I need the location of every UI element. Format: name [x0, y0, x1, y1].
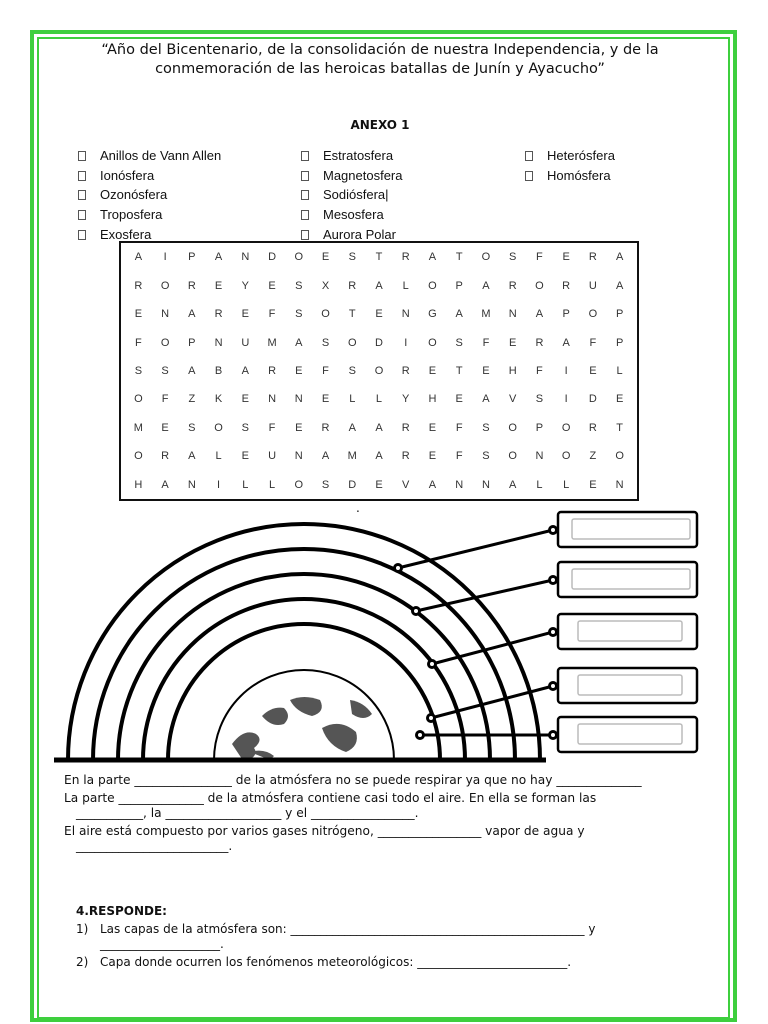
word-search-letter[interactable]: A — [321, 450, 330, 463]
word-search-letter[interactable]: T — [455, 251, 463, 264]
word-search-letter[interactable]: F — [589, 336, 597, 349]
question-1-continuation[interactable]: ____________________. — [100, 937, 224, 951]
word-search-letter[interactable]: V — [509, 393, 517, 406]
word-search-letter[interactable]: A — [295, 336, 303, 349]
word-search-letter[interactable]: E — [161, 421, 169, 434]
word-search-letter[interactable]: A — [509, 478, 517, 491]
word-search-letter[interactable]: O — [508, 450, 517, 463]
word-search-letter[interactable]: F — [135, 336, 142, 349]
connector-dot — [417, 732, 424, 739]
word-search-letter[interactable]: S — [188, 421, 196, 434]
word-search-letter[interactable]: M — [267, 336, 277, 349]
word-search-letter[interactable]: U — [241, 336, 250, 349]
word-search-letter[interactable]: R — [588, 421, 597, 434]
word-search-letter[interactable]: A — [455, 308, 463, 321]
word-search-letter[interactable]: U — [588, 279, 597, 292]
title-line-1: “Año del Bicentenario, de la consolidación de nuestra Independencia, y de la — [101, 42, 659, 58]
word-label: Estratosfera — [323, 148, 394, 163]
word-search-letter[interactable]: O — [508, 421, 517, 434]
word-search-letter[interactable]: E — [241, 450, 249, 463]
word-search-letter[interactable]: D — [348, 478, 357, 491]
word-search-letter[interactable]: L — [563, 478, 570, 491]
question-text: Las capas de la atmósfera son: _________________________________________________ y — [100, 922, 596, 936]
fill-in-line-3[interactable]: ___________, la ___________________ y el _________________. — [76, 806, 419, 820]
word-search-letter[interactable]: O — [347, 336, 357, 349]
word-search-letter[interactable]: E — [295, 421, 303, 434]
answer-box-5[interactable] — [558, 717, 697, 752]
word-search-letter[interactable]: F — [455, 450, 463, 463]
word-label: Aurora Polar — [323, 226, 396, 242]
word-search-letter[interactable]: A — [482, 393, 490, 406]
word-search-letter[interactable]: E — [509, 336, 517, 349]
connector-dot — [429, 661, 436, 668]
fill-in-line-1[interactable]: En la parte ________________ de la atmósfera no se puede respirar ya que no hay ______________ — [64, 773, 642, 787]
word-search-letter[interactable]: I — [564, 393, 568, 406]
word-search-letter[interactable]: I — [564, 364, 568, 377]
connector-1 — [398, 530, 553, 568]
word-search-letter[interactable]: F — [268, 308, 276, 321]
word-search-letter[interactable]: M — [133, 421, 143, 434]
word-search-letter[interactable]: R — [401, 450, 410, 463]
word-search-letter[interactable]: Y — [241, 279, 249, 292]
word-search-letter[interactable]: Z — [589, 450, 597, 463]
word-search-letter[interactable]: L — [375, 393, 383, 406]
word-search-letter[interactable]: P — [562, 308, 570, 321]
word-search-letter[interactable]: R — [562, 279, 571, 292]
word-search-letter[interactable]: S — [535, 393, 544, 406]
connector-dot — [413, 608, 420, 615]
word-search-letter[interactable]: R — [401, 421, 410, 434]
word-search-letter[interactable]: S — [295, 279, 303, 292]
word-search-letter[interactable]: E — [241, 308, 249, 321]
answer-boxes — [558, 512, 697, 752]
word-search-letter[interactable]: E — [375, 478, 383, 491]
fill-in-line-2[interactable]: La parte ______________ de la atmósfera contiene casi todo el aire. En ella se forman las — [64, 791, 597, 805]
section-title-responde: 4.RESPONDE: — [76, 904, 167, 918]
connector-dot — [395, 565, 402, 572]
word-search-letter[interactable]: T — [616, 421, 623, 434]
word-search-letter[interactable]: O — [535, 279, 544, 292]
word-search-letter[interactable]: N — [455, 478, 464, 491]
word-search-letter[interactable]: T — [375, 251, 383, 264]
word-search-letter[interactable]: H — [428, 393, 437, 406]
word-search-letter[interactable]: O — [481, 251, 491, 264]
word-search-letter[interactable]: E — [615, 393, 624, 406]
word-search-letter[interactable]: M — [481, 308, 491, 321]
connector-dot — [550, 732, 557, 739]
word-search-letter[interactable]: R — [535, 336, 544, 349]
word-search-letter[interactable]: F — [161, 393, 169, 406]
word-search-letter[interactable]: N — [481, 478, 490, 491]
word-search-letter[interactable]: S — [455, 336, 463, 349]
word-search-letter[interactable]: L — [242, 478, 249, 491]
word-search-letter[interactable]: A — [161, 478, 169, 491]
question-1[interactable] — [76, 922, 595, 936]
word-label: Homósfera — [547, 167, 611, 183]
word-search-letter[interactable]: A — [562, 336, 570, 349]
word-search-letter[interactable]: N — [161, 308, 170, 321]
word-search-letter[interactable]: O — [588, 308, 598, 321]
word-search-letter[interactable]: O — [374, 364, 384, 377]
word-search-letter[interactable]: Y — [402, 393, 410, 406]
connector-dot — [550, 683, 557, 690]
word-search-letter[interactable]: L — [215, 450, 222, 463]
answer-box-1[interactable] — [558, 512, 697, 547]
word-search-letter[interactable]: B — [214, 364, 223, 377]
word-search-letter[interactable]: F — [536, 251, 543, 264]
word-label: Sodiósfera| — [323, 187, 389, 203]
word-label: Ionósfera — [100, 167, 155, 183]
word-search-letter[interactable]: O — [160, 279, 170, 292]
word-search-letter[interactable]: L — [349, 393, 356, 406]
word-search-letter[interactable]: P — [615, 336, 624, 349]
word-search-letter[interactable]: F — [455, 421, 463, 434]
word-search-letter[interactable]: D — [268, 251, 277, 264]
word-label: Heterósfera — [547, 148, 615, 163]
word-search-letter[interactable]: P — [535, 421, 544, 434]
question-2[interactable] — [76, 955, 571, 969]
word-search-letter[interactable]: R — [401, 364, 410, 377]
word-label: Magnetosfera — [323, 167, 403, 183]
word-search-letter[interactable]: R — [508, 279, 517, 292]
word-search-letter[interactable]: O — [134, 450, 143, 463]
word-search-letter[interactable]: A — [188, 308, 196, 321]
word-search-letter[interactable]: S — [482, 421, 490, 434]
word-search-letter[interactable]: A — [375, 279, 383, 292]
answer-box-4[interactable] — [558, 668, 697, 703]
word-search-letter[interactable]: P — [188, 336, 196, 349]
connector-dot — [550, 577, 557, 584]
word-search-letter[interactable]: E — [482, 364, 490, 377]
word-search-letter[interactable]: E — [589, 478, 597, 491]
word-search-letter[interactable]: N — [214, 336, 223, 349]
word-search-letter[interactable]: D — [375, 336, 383, 349]
connector-dot — [550, 527, 557, 534]
word-search-letter[interactable]: E — [134, 308, 143, 321]
word-search-letter[interactable]: O — [294, 251, 304, 264]
word-search-letter[interactable]: R — [268, 364, 277, 377]
word-search-letter[interactable]: E — [321, 393, 330, 406]
word-search-letter[interactable]: I — [163, 251, 167, 264]
word-search-letter[interactable]: H — [134, 478, 143, 491]
word-search-letter[interactable]: A — [482, 279, 490, 292]
question-text: Capa donde ocurren los fenómenos meteorológicos: _________________________. — [100, 955, 572, 969]
connector-dot — [428, 715, 435, 722]
word-search-letter[interactable]: N — [294, 393, 303, 406]
word-search-letter[interactable]: E — [214, 279, 223, 292]
answer-box-3[interactable] — [558, 614, 697, 649]
word-search-letter[interactable]: S — [348, 364, 356, 377]
connector-dot — [550, 629, 557, 636]
word-search-letter[interactable]: S — [134, 364, 143, 377]
word-search-letter[interactable]: A — [188, 364, 196, 377]
word-label: Anillos de Vann Allen — [100, 148, 222, 163]
word-search-letter[interactable]: N — [187, 478, 196, 491]
word-search-letter[interactable]: A — [134, 251, 143, 264]
word-search-letter[interactable]: O — [561, 450, 571, 463]
word-search-letter[interactable]: E — [428, 364, 437, 377]
word-search-letter[interactable]: S — [482, 450, 490, 463]
word-search-letter[interactable]: S — [348, 251, 356, 264]
word-search-letter[interactable]: H — [508, 364, 517, 377]
word-search-letter[interactable]: R — [401, 251, 410, 264]
word-search-letter[interactable]: L — [268, 478, 276, 491]
word-search-letter[interactable]: N — [535, 450, 544, 463]
word-search-letter[interactable]: A — [615, 279, 624, 292]
word-search-letter[interactable]: T — [455, 364, 463, 377]
word-search-letter[interactable]: M — [347, 450, 357, 463]
question-number: 1) — [76, 922, 89, 936]
word-search-letter[interactable]: P — [188, 251, 196, 264]
word-search-letter[interactable]: E — [428, 421, 437, 434]
fill-in-line-4[interactable]: El aire está compuesto por varios gases nitrógeno, _________________ vapor de agua y — [64, 824, 585, 838]
word-search-letter[interactable]: O — [321, 308, 330, 321]
word-search-letter[interactable]: S — [241, 421, 249, 434]
word-search-letter[interactable]: L — [402, 279, 409, 292]
word-search-letter[interactable]: O — [561, 421, 571, 434]
word-search-letter[interactable]: A — [375, 450, 383, 463]
word-search-letter[interactable]: I — [217, 478, 221, 491]
word-search-letter[interactable]: R — [134, 279, 143, 292]
word-search-letter[interactable]: R — [321, 421, 330, 434]
word-search-letter[interactable]: E — [241, 393, 249, 406]
word-search-letter[interactable]: U — [268, 450, 277, 463]
word-search-letter[interactable]: N — [241, 251, 250, 264]
word-search-letter[interactable]: S — [509, 251, 517, 264]
word-search-letter[interactable]: R — [214, 308, 223, 321]
word-search-letter[interactable]: R — [161, 450, 170, 463]
word-search-letter[interactable]: E — [428, 450, 437, 463]
word-search-letter[interactable]: X — [321, 279, 330, 292]
word-label: Mesosfera — [323, 207, 384, 223]
word-search-letter[interactable]: A — [428, 478, 437, 491]
word-label: Ozonósfera — [100, 187, 168, 203]
word-search-letter[interactable]: T — [348, 308, 356, 321]
word-search-letter[interactable]: G — [428, 308, 437, 321]
word-search-letter[interactable]: O — [214, 421, 223, 434]
word-search-letter[interactable]: O — [428, 336, 437, 349]
word-search-letter[interactable]: P — [615, 308, 624, 321]
word-search-letter[interactable]: K — [214, 393, 223, 406]
word-search-letter[interactable]: I — [404, 336, 408, 349]
word-search-letter[interactable]: R — [348, 279, 357, 292]
word-search-letter[interactable]: A — [214, 251, 223, 264]
word-search-letter[interactable]: N — [401, 308, 410, 321]
word-search-letter[interactable]: R — [588, 251, 597, 264]
fill-in-line-5[interactable]: _________________________. — [76, 839, 233, 853]
answer-box-2[interactable] — [558, 562, 697, 597]
word-search-letter[interactable]: S — [321, 478, 330, 491]
word-search-letter[interactable]: R — [187, 279, 196, 292]
word-search-letter[interactable]: F — [268, 421, 276, 434]
word-search-letter[interactable]: A — [241, 364, 249, 377]
word-search-letter[interactable]: O — [428, 279, 437, 292]
word-search-letter[interactable]: F — [536, 364, 543, 377]
word-search-letter[interactable]: E — [375, 308, 383, 321]
word-search-letter[interactable]: E — [562, 251, 570, 264]
word-search-letter[interactable]: O — [294, 478, 304, 491]
word-search-letter[interactable]: D — [588, 393, 597, 406]
word-search-letter[interactable]: V — [402, 478, 410, 491]
word-search-letter[interactable]: N — [294, 450, 303, 463]
word-search-letter[interactable]: S — [295, 308, 303, 321]
word-search-letter[interactable]: A — [615, 251, 624, 264]
word-search-letter[interactable]: L — [616, 364, 623, 377]
word-search-letter[interactable]: O — [134, 393, 143, 406]
word-search-letter[interactable]: E — [589, 364, 597, 377]
word-search-letter[interactable]: O — [160, 336, 170, 349]
word-search-letter[interactable]: P — [455, 279, 463, 292]
word-search-letter[interactable]: E — [268, 279, 276, 292]
word-search-letter[interactable]: Z — [188, 393, 196, 406]
word-search-letter[interactable]: E — [321, 251, 330, 264]
word-search-letter[interactable]: N — [615, 478, 624, 491]
word-search-letter[interactable]: A — [188, 450, 196, 463]
word-search-letter[interactable]: A — [535, 308, 544, 321]
stray-dot: . — [356, 501, 360, 515]
word-search-letter[interactable]: S — [321, 336, 330, 349]
question-number: 2) — [76, 955, 89, 969]
word-search-letter[interactable]: S — [161, 364, 169, 377]
word-search-letter[interactable]: A — [375, 421, 383, 434]
word-label: Exosfera — [100, 226, 152, 242]
word-search-letter[interactable]: A — [348, 421, 356, 434]
title-line-2: conmemoración de las heroicas batallas de Junín y Ayacucho” — [155, 61, 605, 77]
word-search-letter[interactable]: N — [268, 393, 277, 406]
word-search-letter[interactable]: F — [482, 336, 490, 349]
word-search-letter[interactable]: A — [428, 251, 437, 264]
word-search-letter[interactable]: F — [322, 364, 329, 377]
word-label: Troposfera — [100, 207, 163, 223]
word-search-letter[interactable]: N — [508, 308, 517, 321]
word-search-letter[interactable]: E — [295, 364, 303, 377]
earth-globe-icon — [214, 670, 394, 762]
word-search-letter[interactable]: L — [536, 478, 543, 491]
section-heading: ANEXO 1 — [350, 118, 410, 132]
word-search-letter[interactable]: O — [615, 450, 624, 463]
word-search-letter[interactable]: E — [455, 393, 463, 406]
